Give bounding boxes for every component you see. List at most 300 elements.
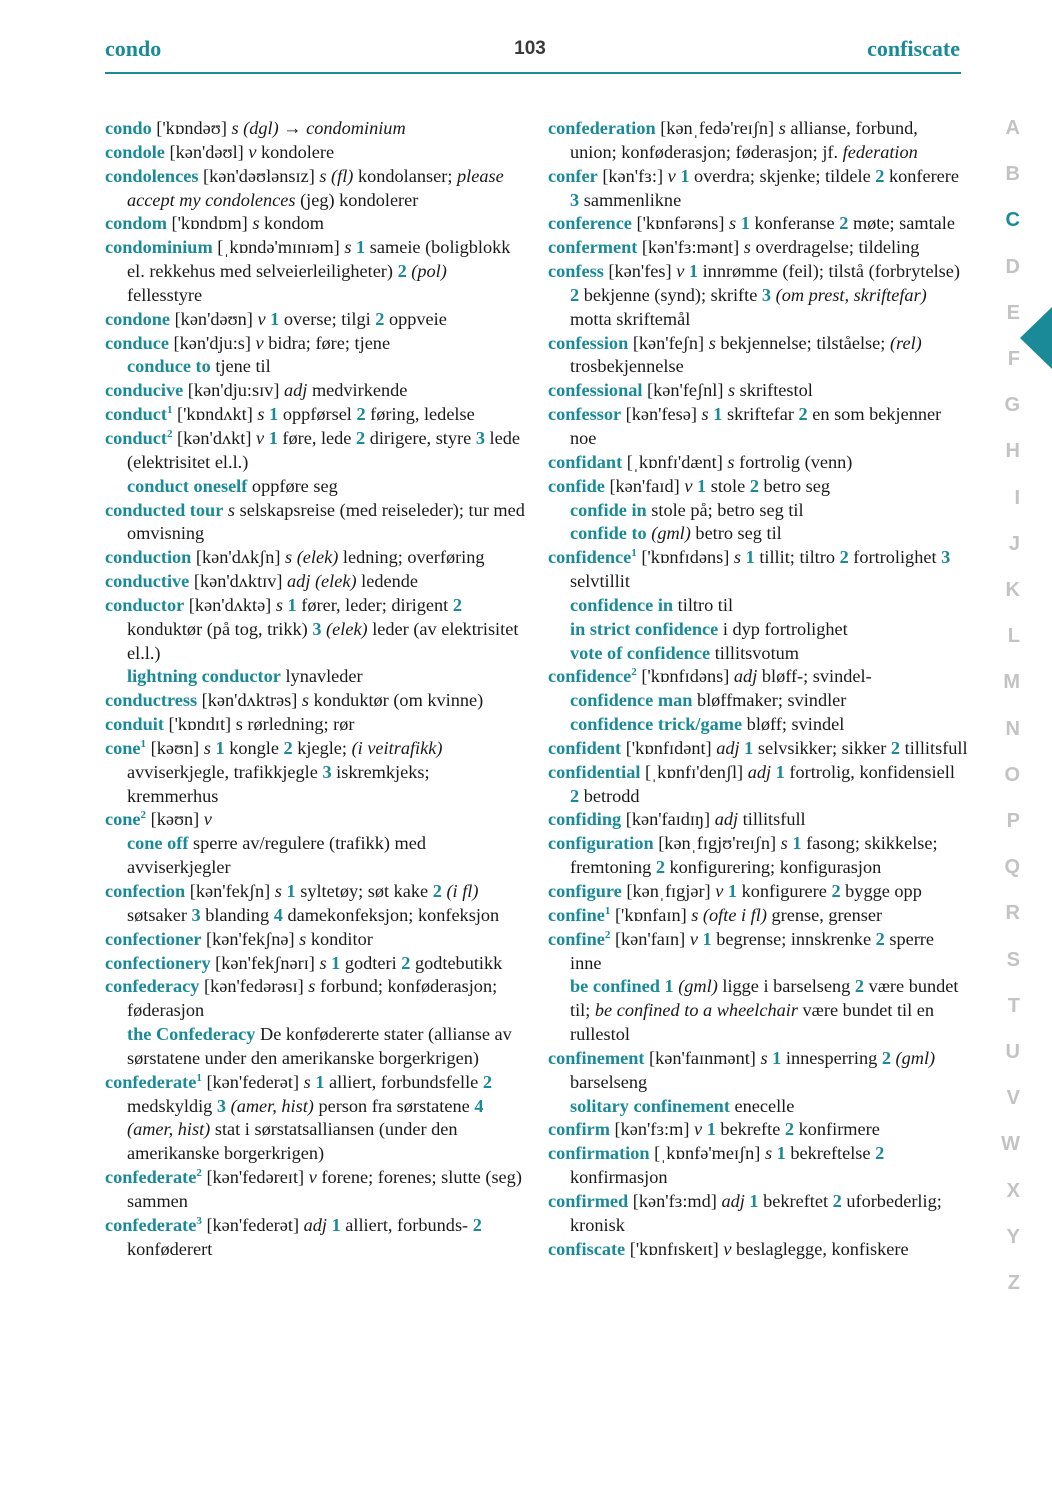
sense-number: 1 xyxy=(740,213,750,234)
headword: in strict confidence xyxy=(570,618,719,639)
entry-text: [kən'dʌktrəs] xyxy=(197,690,302,711)
entry-text: allianse, forbund, union; konføderasjon; føderasjon; jf. xyxy=(570,118,918,162)
sense-number: 2 xyxy=(397,261,407,282)
entry-text: ['kɒnfaɪn] xyxy=(610,904,692,925)
entry-text: [kəʊn] xyxy=(146,737,204,758)
entry-text: medvirkende xyxy=(307,380,408,401)
sense-number: 3 xyxy=(216,1095,227,1116)
headword: cone xyxy=(105,809,141,830)
entry-text: De konfødererte stater (allianse av sørstatene under den amerikanske borgerkrigen) xyxy=(127,1024,512,1068)
sub-entry xyxy=(105,832,525,880)
index-letter-q: Q xyxy=(1004,856,1020,879)
grammar-label: s (elek) xyxy=(285,547,339,568)
entry-text: [kən'fes] xyxy=(603,261,677,282)
dictionary-entry xyxy=(105,165,525,213)
sense-number: 2 xyxy=(570,785,580,806)
headword: confide to xyxy=(570,523,647,544)
grammar-label: (amer, hist) xyxy=(127,1119,211,1140)
grammar-label: be confined to a wheelchair xyxy=(594,1000,798,1021)
sense-number: 2 xyxy=(875,165,885,186)
dictionary-entry xyxy=(548,546,968,594)
entry-text: motta skriftemål xyxy=(570,308,691,329)
dictionary-entry xyxy=(105,737,525,809)
headword: confederation xyxy=(548,118,656,138)
headword: confiscate xyxy=(548,1238,626,1259)
entry-text: fører, leder; dirigent xyxy=(296,594,453,615)
dictionary-entry xyxy=(548,332,968,380)
entry-text: begrense; innskrenke xyxy=(711,928,876,949)
entry-text: kondolere xyxy=(256,141,335,162)
entry-text: kongle xyxy=(224,737,284,758)
grammar-label: s xyxy=(252,213,260,234)
dictionary-entry xyxy=(548,1142,968,1190)
entry-text: [kən'fɜ:md] xyxy=(628,1190,722,1211)
entry-text: forene; forenes; slutte (seg) sammen xyxy=(127,1167,522,1211)
entry-text: konfigurering; konfigurasjon xyxy=(664,857,882,878)
sense-number: 2 xyxy=(356,427,366,448)
grammar-label: please accept my condolences xyxy=(127,165,504,210)
grammar-label: s xyxy=(275,594,283,615)
entry-text: innrømme (feil); tilstå (forbrytelse) xyxy=(698,261,960,282)
grammar-label: (i fl) xyxy=(446,881,479,901)
entry-text: konditor xyxy=(306,928,373,949)
grammar-label: s xyxy=(701,404,709,425)
header-left-guideword: condo xyxy=(105,36,162,61)
entry-text: ledning; overføring xyxy=(338,547,485,568)
grammar-label: s xyxy=(733,547,742,568)
entry-text: [ˌkɒnfə'meɪʃn] xyxy=(649,1143,765,1164)
dictionary-entry xyxy=(105,236,525,308)
headword: cone off xyxy=(127,833,189,854)
sense-number: 2 xyxy=(890,737,901,758)
dictionary-entry xyxy=(548,1047,968,1095)
entry-text: oppføre seg xyxy=(247,475,338,496)
index-letter-r: R xyxy=(1005,902,1020,925)
grammar-label: s (dgl) → condominium xyxy=(231,118,406,138)
entry-text: fortrolighet xyxy=(848,547,942,568)
headword: confer xyxy=(548,165,598,186)
sense-number: 1 xyxy=(749,1190,759,1211)
grammar-label: v xyxy=(257,308,266,329)
grammar-label: v xyxy=(689,928,698,949)
index-letter-p: P xyxy=(1006,810,1020,832)
entry-text: [kən'dʌktɪv] xyxy=(189,571,288,592)
index-letter-l: L xyxy=(1007,625,1020,648)
dictionary-entry xyxy=(105,141,525,165)
sense-number: 1 xyxy=(713,404,723,425)
grammar-label: v xyxy=(694,1119,703,1140)
entry-text: bygge opp xyxy=(840,881,922,901)
active-letter-tab-marker xyxy=(1020,307,1052,369)
grammar-label: v xyxy=(684,475,693,496)
grammar-label: v xyxy=(676,261,685,282)
index-letter-c: C xyxy=(1005,209,1020,232)
entry-text: [kən'fedərəsɪ] xyxy=(199,976,309,997)
entry-text: [kən'fedəreɪt] xyxy=(201,1167,309,1188)
entry-text: bidra; føre; tjene xyxy=(263,332,391,353)
index-letter-x: X xyxy=(1006,1179,1020,1202)
entry-text: [ˌkɒnfɪ'dænt] xyxy=(622,451,728,472)
headword: conduct xyxy=(105,404,167,425)
headword: confederate xyxy=(105,1071,197,1092)
entry-text: tillitsfull xyxy=(900,737,968,758)
sense-number: 2 xyxy=(472,1214,482,1235)
headword: configure xyxy=(548,881,622,901)
grammar-label: adj xyxy=(716,737,740,758)
dictionary-entry xyxy=(105,499,525,547)
entry-text: person fra sørstatene xyxy=(313,1095,475,1116)
entries-column-left xyxy=(105,117,525,1262)
dictionary-entry xyxy=(105,594,525,666)
index-letter-o: O xyxy=(1004,763,1020,786)
entry-text: konfigurere xyxy=(737,881,832,901)
index-letter-h: H xyxy=(1005,440,1020,463)
grammar-label: s xyxy=(344,237,352,258)
entry-text: søtsaker xyxy=(127,904,192,925)
sense-number: 1 xyxy=(745,547,755,568)
entry-text: godtebutikk xyxy=(410,952,503,973)
dictionary-entry xyxy=(548,165,968,213)
grammar-label: s (fl) xyxy=(319,165,354,186)
entry-text: stole på; betro seg til xyxy=(646,499,804,520)
dictionary-entry xyxy=(548,808,968,832)
headword: confederate xyxy=(105,1214,197,1235)
entry-text: [kən'federət] xyxy=(201,1071,304,1092)
headword: confirmation xyxy=(548,1143,650,1164)
headword: confess xyxy=(548,261,604,282)
dictionary-entry xyxy=(548,117,968,165)
dictionary-entry xyxy=(548,832,968,880)
sense-number: 2 xyxy=(283,737,293,758)
entry-text: avviserkjegle, trafikkjegle xyxy=(127,761,323,782)
sense-number: 3 xyxy=(312,618,322,639)
homograph-number: 2 xyxy=(166,427,173,440)
entry-text: sammenlikne xyxy=(579,189,682,210)
grammar-label: adj xyxy=(303,1214,327,1235)
index-letter-j: J xyxy=(1008,532,1020,555)
grammar-label: s xyxy=(708,332,716,353)
entry-text: stat i sørstatsalliansen (under den amerikanske borgerkrigen) xyxy=(127,1119,458,1164)
entry-text: dirigere, styre xyxy=(365,427,476,448)
grammar-label: (gml) xyxy=(678,976,718,997)
entry-text: bekrefte xyxy=(715,1119,785,1140)
sense-number: 3 xyxy=(570,189,580,210)
headword: confinement xyxy=(548,1047,645,1068)
index-letter-u: U xyxy=(1005,1041,1020,1063)
dictionary-entry xyxy=(548,475,968,499)
homograph-number: 1 xyxy=(196,1071,202,1084)
grammar-label: s xyxy=(303,1071,311,1092)
headword: cone xyxy=(105,737,141,758)
homograph-number: 2 xyxy=(631,666,637,679)
headword: configuration xyxy=(548,833,654,854)
entry-text: [kən'dʌkʃn] xyxy=(191,547,286,568)
headword: condominium xyxy=(105,237,213,258)
grammar-label: v xyxy=(667,165,676,186)
entry-text: godteri xyxy=(340,952,402,973)
entry-text: konduktør (om kvinne) xyxy=(309,690,484,711)
headword: confiding xyxy=(548,809,622,830)
entry-text: bløff; svindel xyxy=(742,714,845,735)
entry-text: [ˌkɒnfɪ'denʃl] xyxy=(640,761,748,782)
dictionary-entry xyxy=(548,665,968,689)
entry-text: stole xyxy=(706,475,750,496)
entry-text: [kən'faɪdɪŋ] xyxy=(621,809,715,830)
alphabet-index xyxy=(972,117,1052,1317)
headword: condom xyxy=(105,213,167,234)
entry-text: i dyp fortrolighet xyxy=(718,618,848,639)
entry-text: konfirmere xyxy=(794,1119,880,1140)
dictionary-entry xyxy=(548,260,968,332)
dictionary-entry xyxy=(105,332,525,356)
sense-number: 2 xyxy=(655,857,665,878)
dictionary-entry xyxy=(548,1238,968,1262)
entry-text: [kən'dəʊn] xyxy=(170,308,258,329)
entry-text: føre, lede xyxy=(277,427,356,448)
entry-text: selvsikker; sikker xyxy=(753,737,891,758)
entry-text: en som bekjenner noe xyxy=(570,404,942,448)
entry-text: konfirmasjon xyxy=(570,1167,668,1188)
index-letter-e: E xyxy=(1006,301,1020,324)
headword: be confined xyxy=(570,976,660,997)
dictionary-entry xyxy=(548,904,968,928)
sense-number: 2 xyxy=(432,881,442,901)
entry-text: tillit; tiltro xyxy=(754,547,840,568)
entry-text: selskapsreise (med reiseleder); tur med omvisning xyxy=(127,499,525,544)
sense-number: 1 xyxy=(775,761,785,782)
sense-number: 2 xyxy=(356,404,366,425)
headword: confection xyxy=(105,881,186,901)
dictionary-entry xyxy=(105,808,525,832)
entry-text: sameie (boligblokk el. rekkehus med selveierleiligheter) xyxy=(127,237,511,282)
headword: conduit xyxy=(105,714,164,735)
headword: conduce xyxy=(105,332,169,353)
entry-text: fortrolig (venn) xyxy=(734,451,853,472)
sense-number: 2 xyxy=(452,594,462,615)
dictionary-entry xyxy=(105,713,525,737)
entry-text: [kən'fekʃnərɪ] xyxy=(210,952,320,973)
headword: confidence man xyxy=(570,690,693,711)
dictionary-entry xyxy=(105,952,525,976)
index-letter-y: Y xyxy=(1006,1225,1020,1248)
sense-number: 1 xyxy=(215,737,225,758)
entry-text: betro seg til xyxy=(690,523,782,544)
sense-number: 2 xyxy=(839,213,849,234)
dictionary-entry xyxy=(105,427,525,475)
entry-text: [kən'fɜ:m] xyxy=(609,1119,695,1140)
sub-entry xyxy=(548,975,968,1047)
entry-text: ['kɒnfɪdəns] xyxy=(636,547,734,568)
headword: confession xyxy=(548,332,629,353)
grammar-label: s xyxy=(743,237,751,258)
entry-text: ['kɒnfərəns] xyxy=(631,213,730,234)
header-rule xyxy=(105,72,961,74)
dictionary-entry xyxy=(105,880,525,928)
dictionary-entry xyxy=(105,1214,525,1262)
dictionary-entry xyxy=(548,1190,968,1238)
grammar-label: s xyxy=(319,952,327,973)
entry-text: ['kɒndɒm] xyxy=(166,213,253,234)
entry-text: [kəʊn] xyxy=(146,809,204,830)
index-letter-w: W xyxy=(1001,1133,1020,1156)
entry-text: tjene til xyxy=(210,356,271,377)
headword: conductor xyxy=(105,594,185,615)
entry-text: [kən'feʃnl] xyxy=(642,380,728,401)
sense-number: 4 xyxy=(273,904,283,925)
dictionary-entry xyxy=(548,236,968,260)
index-letter-s: S xyxy=(1006,948,1020,971)
sense-number: 1 xyxy=(792,833,802,854)
dictionary-entry xyxy=(105,570,525,594)
entry-text: [kənˌfɪgjʊ'reɪʃn] xyxy=(653,833,781,854)
headword: conduction xyxy=(105,547,192,568)
entry-text: bekreftet xyxy=(758,1190,833,1211)
entry-text: tiltro til xyxy=(673,594,734,615)
sense-number: 3 xyxy=(761,284,772,305)
grammar-label: adj xyxy=(747,761,772,782)
grammar-label: s xyxy=(764,1143,773,1164)
entry-text: enecelle xyxy=(729,1095,795,1116)
sense-number: 2 xyxy=(854,976,865,997)
sense-number: 2 xyxy=(881,1047,891,1068)
entry-text: sperre av/regulere (trafikk) med avviserkjegler xyxy=(127,833,426,878)
entry-text: bløff-; svindel- xyxy=(757,666,872,687)
dictionary-entry xyxy=(548,880,968,904)
entry-text: oppførsel xyxy=(278,404,357,425)
sub-entry xyxy=(105,665,525,689)
sense-number: 2 xyxy=(749,475,759,496)
headword: confide in xyxy=(570,499,647,520)
dictionary-entry xyxy=(105,1071,525,1166)
headword: condo xyxy=(105,118,152,138)
sense-number: 1 xyxy=(315,1071,325,1092)
headword: confidence in xyxy=(570,594,674,615)
dictionary-entry xyxy=(105,212,525,236)
grammar-label: federation xyxy=(842,141,918,162)
dictionary-entry xyxy=(105,975,525,1023)
grammar-label: v xyxy=(248,141,257,162)
entry-text: selvtillit xyxy=(570,571,630,592)
entry-text: føring, ledelse xyxy=(365,404,475,425)
entry-text: ['kɒndəʊ] xyxy=(151,118,232,138)
entry-text: betrodd xyxy=(579,785,640,806)
entry-text: [kən'fɜ:mənt] xyxy=(637,237,744,258)
entry-text: [kən'dəʊlənsɪz] xyxy=(198,165,320,186)
entry-text: alliert, forbundsfelle xyxy=(324,1071,483,1092)
sense-number: 2 xyxy=(832,1190,842,1211)
sense-number: 2 xyxy=(839,547,849,568)
dictionary-entry xyxy=(548,928,968,976)
dictionary-entry xyxy=(105,308,525,332)
entry-text: ['kɒnfɪskeɪt] xyxy=(625,1238,724,1259)
entry-text: fasong; skikkelse; fremtoning xyxy=(570,833,938,878)
grammar-label: s xyxy=(780,833,788,854)
dictionary-entry xyxy=(105,689,525,713)
entry-text: ['kɒnfɪdənt] xyxy=(621,737,717,758)
sense-number: 1 xyxy=(772,1047,782,1068)
sense-number: 1 xyxy=(356,237,366,258)
grammar-label: s xyxy=(203,737,211,758)
grammar-label: s xyxy=(301,690,310,711)
page-number-text: 103 xyxy=(514,38,546,59)
headword: conduct oneself xyxy=(127,475,248,496)
entry-text: skriftefar xyxy=(722,404,799,425)
entry-text: beslaglegge, konfiskere xyxy=(731,1238,909,1259)
entry-text: [kən'dju:sɪv] xyxy=(183,380,284,401)
sense-number: 1 xyxy=(331,952,341,973)
headword: the Confederacy xyxy=(127,1024,256,1045)
headword: confederate xyxy=(105,1167,197,1188)
headword: confidential xyxy=(548,761,641,782)
grammar-label: s xyxy=(760,1047,768,1068)
headword: confidant xyxy=(548,451,623,472)
entry-text: møte; samtale xyxy=(848,213,955,234)
entry-text: ledende xyxy=(356,571,418,592)
sub-entry xyxy=(105,355,525,379)
entry-text: medskyldig xyxy=(127,1095,217,1116)
sense-number: 2 xyxy=(482,1071,492,1092)
entry-text: ['kɒnfɪdəns] xyxy=(636,666,734,687)
index-letter-g: G xyxy=(1004,394,1020,417)
entry-text: leder (av elektrisitet el.l.) xyxy=(127,618,519,663)
headword: conductive xyxy=(105,571,190,592)
entry-text: konduktør (på tog, trikk) xyxy=(127,618,313,639)
entry-text: tillitsvotum xyxy=(710,642,800,663)
sense-number: 2 xyxy=(375,308,385,329)
sense-number: 2 xyxy=(784,1119,795,1140)
entry-text: overdragelse; tildeling xyxy=(750,237,920,258)
headword: confessional xyxy=(548,380,643,401)
entry-text: [kən'fesə] xyxy=(621,404,702,425)
grammar-label: (amer, hist) xyxy=(230,1095,314,1116)
dictionary-entry xyxy=(548,761,968,809)
entry-text: fortrolig, konfidensiell xyxy=(784,761,955,782)
grammar-label: (gml) xyxy=(651,523,691,544)
headword: confirmed xyxy=(548,1190,629,1211)
entry-text: [kən'faɪd] xyxy=(604,475,685,496)
sense-number: 1 xyxy=(697,475,707,496)
sense-number: 2 xyxy=(875,928,885,949)
sense-number: 1 xyxy=(270,308,280,329)
entry-text: skriftestol xyxy=(735,380,813,401)
entry-text: overse; tilgi xyxy=(279,308,376,329)
sense-number: 1 xyxy=(269,404,279,425)
homograph-number: 2 xyxy=(140,809,147,822)
homograph-number: 1 xyxy=(166,404,173,417)
grammar-label: s xyxy=(227,499,236,520)
grammar-label: v xyxy=(723,1238,732,1259)
grammar-label: v xyxy=(255,427,265,448)
sense-number: 1 xyxy=(287,594,297,615)
sense-number: 1 xyxy=(331,1214,341,1235)
entry-text: [kən'dəʊl] xyxy=(164,141,249,162)
sub-entry xyxy=(548,713,968,737)
dictionary-entry xyxy=(105,1166,525,1214)
entry-text: [ˌkɒndə'mɪnɪəm] xyxy=(212,237,345,258)
grammar-label: v xyxy=(715,881,724,901)
homograph-number: 2 xyxy=(604,928,611,941)
homograph-number: 1 xyxy=(140,737,147,750)
dictionary-entry xyxy=(548,737,968,761)
headword: conferment xyxy=(548,237,638,258)
entry-text: trosbekjennelse xyxy=(570,356,684,377)
sense-number: 2 xyxy=(831,881,841,901)
headword: condolences xyxy=(105,165,199,186)
headword: conductress xyxy=(105,690,198,711)
header-right-guideword: confiscate xyxy=(867,36,960,61)
grammar-label: s xyxy=(727,380,736,401)
entry-text: konføderert xyxy=(127,1238,213,1259)
